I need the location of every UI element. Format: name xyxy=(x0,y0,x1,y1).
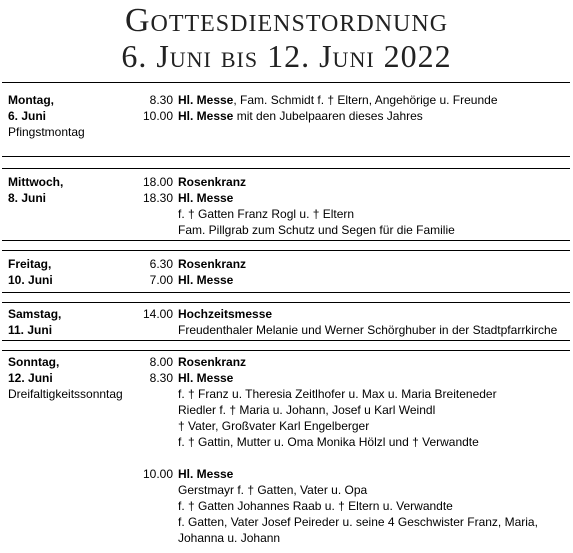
day-label: Sonntag, xyxy=(8,355,60,369)
entry-detail: † Vater, Großvater Karl Engelberger xyxy=(178,419,370,433)
entry-time: 6.30 xyxy=(149,257,173,271)
entry-detail: Riedler f. † Maria u. Johann, Josef u Karl Weindl xyxy=(178,403,436,417)
day-subtitle: Dreifaltigkeitssonntag xyxy=(8,387,123,401)
entry-text: Rosenkranz xyxy=(178,175,247,189)
entry-detail: f. † Gatten Johannes Raab u. † Eltern u. Verwandte xyxy=(178,499,453,513)
entry-detail: Freudenthaler Melanie und Werner Schörghuber in der Stadtpfarrkirche xyxy=(178,323,558,337)
entry-time: 8.00 xyxy=(149,355,173,369)
entry-text: Hl. Messe, Fam. Schmidt f. † Eltern, Angehörige u. Freunde xyxy=(178,93,498,107)
entry-text: Hl. Messe xyxy=(178,191,234,205)
entry-text: Rosenkranz xyxy=(178,355,247,369)
divider xyxy=(2,350,570,351)
entry-detail: f. † Franz u. Theresia Zeitlhofer u. Max u. Maria Breiteneder xyxy=(178,387,497,401)
entry-time: 14.00 xyxy=(142,307,173,321)
divider xyxy=(2,250,570,251)
day-label: Freitag, xyxy=(8,257,52,271)
day-subtitle: Pfingstmontag xyxy=(8,125,85,139)
entry-text: Hochzeitsmesse xyxy=(178,307,273,321)
entry-detail: f. Gatten, Vater Josef Peireder u. seine 4 Geschwister Franz, Maria, xyxy=(178,515,538,529)
entry-time: 10.00 xyxy=(142,109,173,123)
entry-text: Hl. Messe xyxy=(178,371,234,385)
entry-time: 8.30 xyxy=(149,371,173,385)
divider xyxy=(2,82,570,83)
day-date: 8. Juni xyxy=(8,191,47,205)
page-subtitle: 6. Juni bis 12. Juni 2022 xyxy=(121,38,452,74)
day-date: 12. Juni xyxy=(8,371,53,385)
divider xyxy=(2,156,570,157)
entry-text: Hl. Messe mit den Jubelpaaren dieses Jahres xyxy=(178,109,423,123)
day-date: 10. Juni xyxy=(8,273,53,287)
divider xyxy=(2,168,570,169)
entry-detail: f. † Gatten Franz Rogl u. † Eltern xyxy=(178,207,355,221)
entry-time: 10.00 xyxy=(142,467,173,481)
day-date: 6. Juni xyxy=(8,109,47,123)
entry-time: 7.00 xyxy=(149,273,173,287)
divider xyxy=(2,340,570,341)
entry-detail: Fam. Pillgrab zum Schutz und Segen für die Familie xyxy=(178,223,455,237)
day-date: 11. Juni xyxy=(8,323,53,337)
entry-detail: f. † Gattin, Mutter u. Oma Monika Hölzl und † Verwandte xyxy=(178,435,479,449)
page-title: Gottesdienstordnung xyxy=(124,2,449,39)
day-label: Montag, xyxy=(8,93,54,107)
day-label: Mittwoch, xyxy=(8,175,64,189)
entry-detail: Gerstmayr f. † Gatten, Vater u. Opa xyxy=(178,483,368,497)
day-label: Samstag, xyxy=(8,307,62,321)
entry-time: 18.30 xyxy=(142,191,173,205)
entry-time: 18.00 xyxy=(142,175,173,189)
entry-text: Rosenkranz xyxy=(178,257,247,271)
entry-text: Hl. Messe xyxy=(178,273,234,287)
divider xyxy=(2,292,570,293)
entry-detail: Johanna u. Johann xyxy=(178,531,281,545)
divider xyxy=(2,302,570,303)
entry-text: Hl. Messe xyxy=(178,467,234,481)
divider xyxy=(2,240,570,241)
entry-time: 8.30 xyxy=(149,93,173,107)
